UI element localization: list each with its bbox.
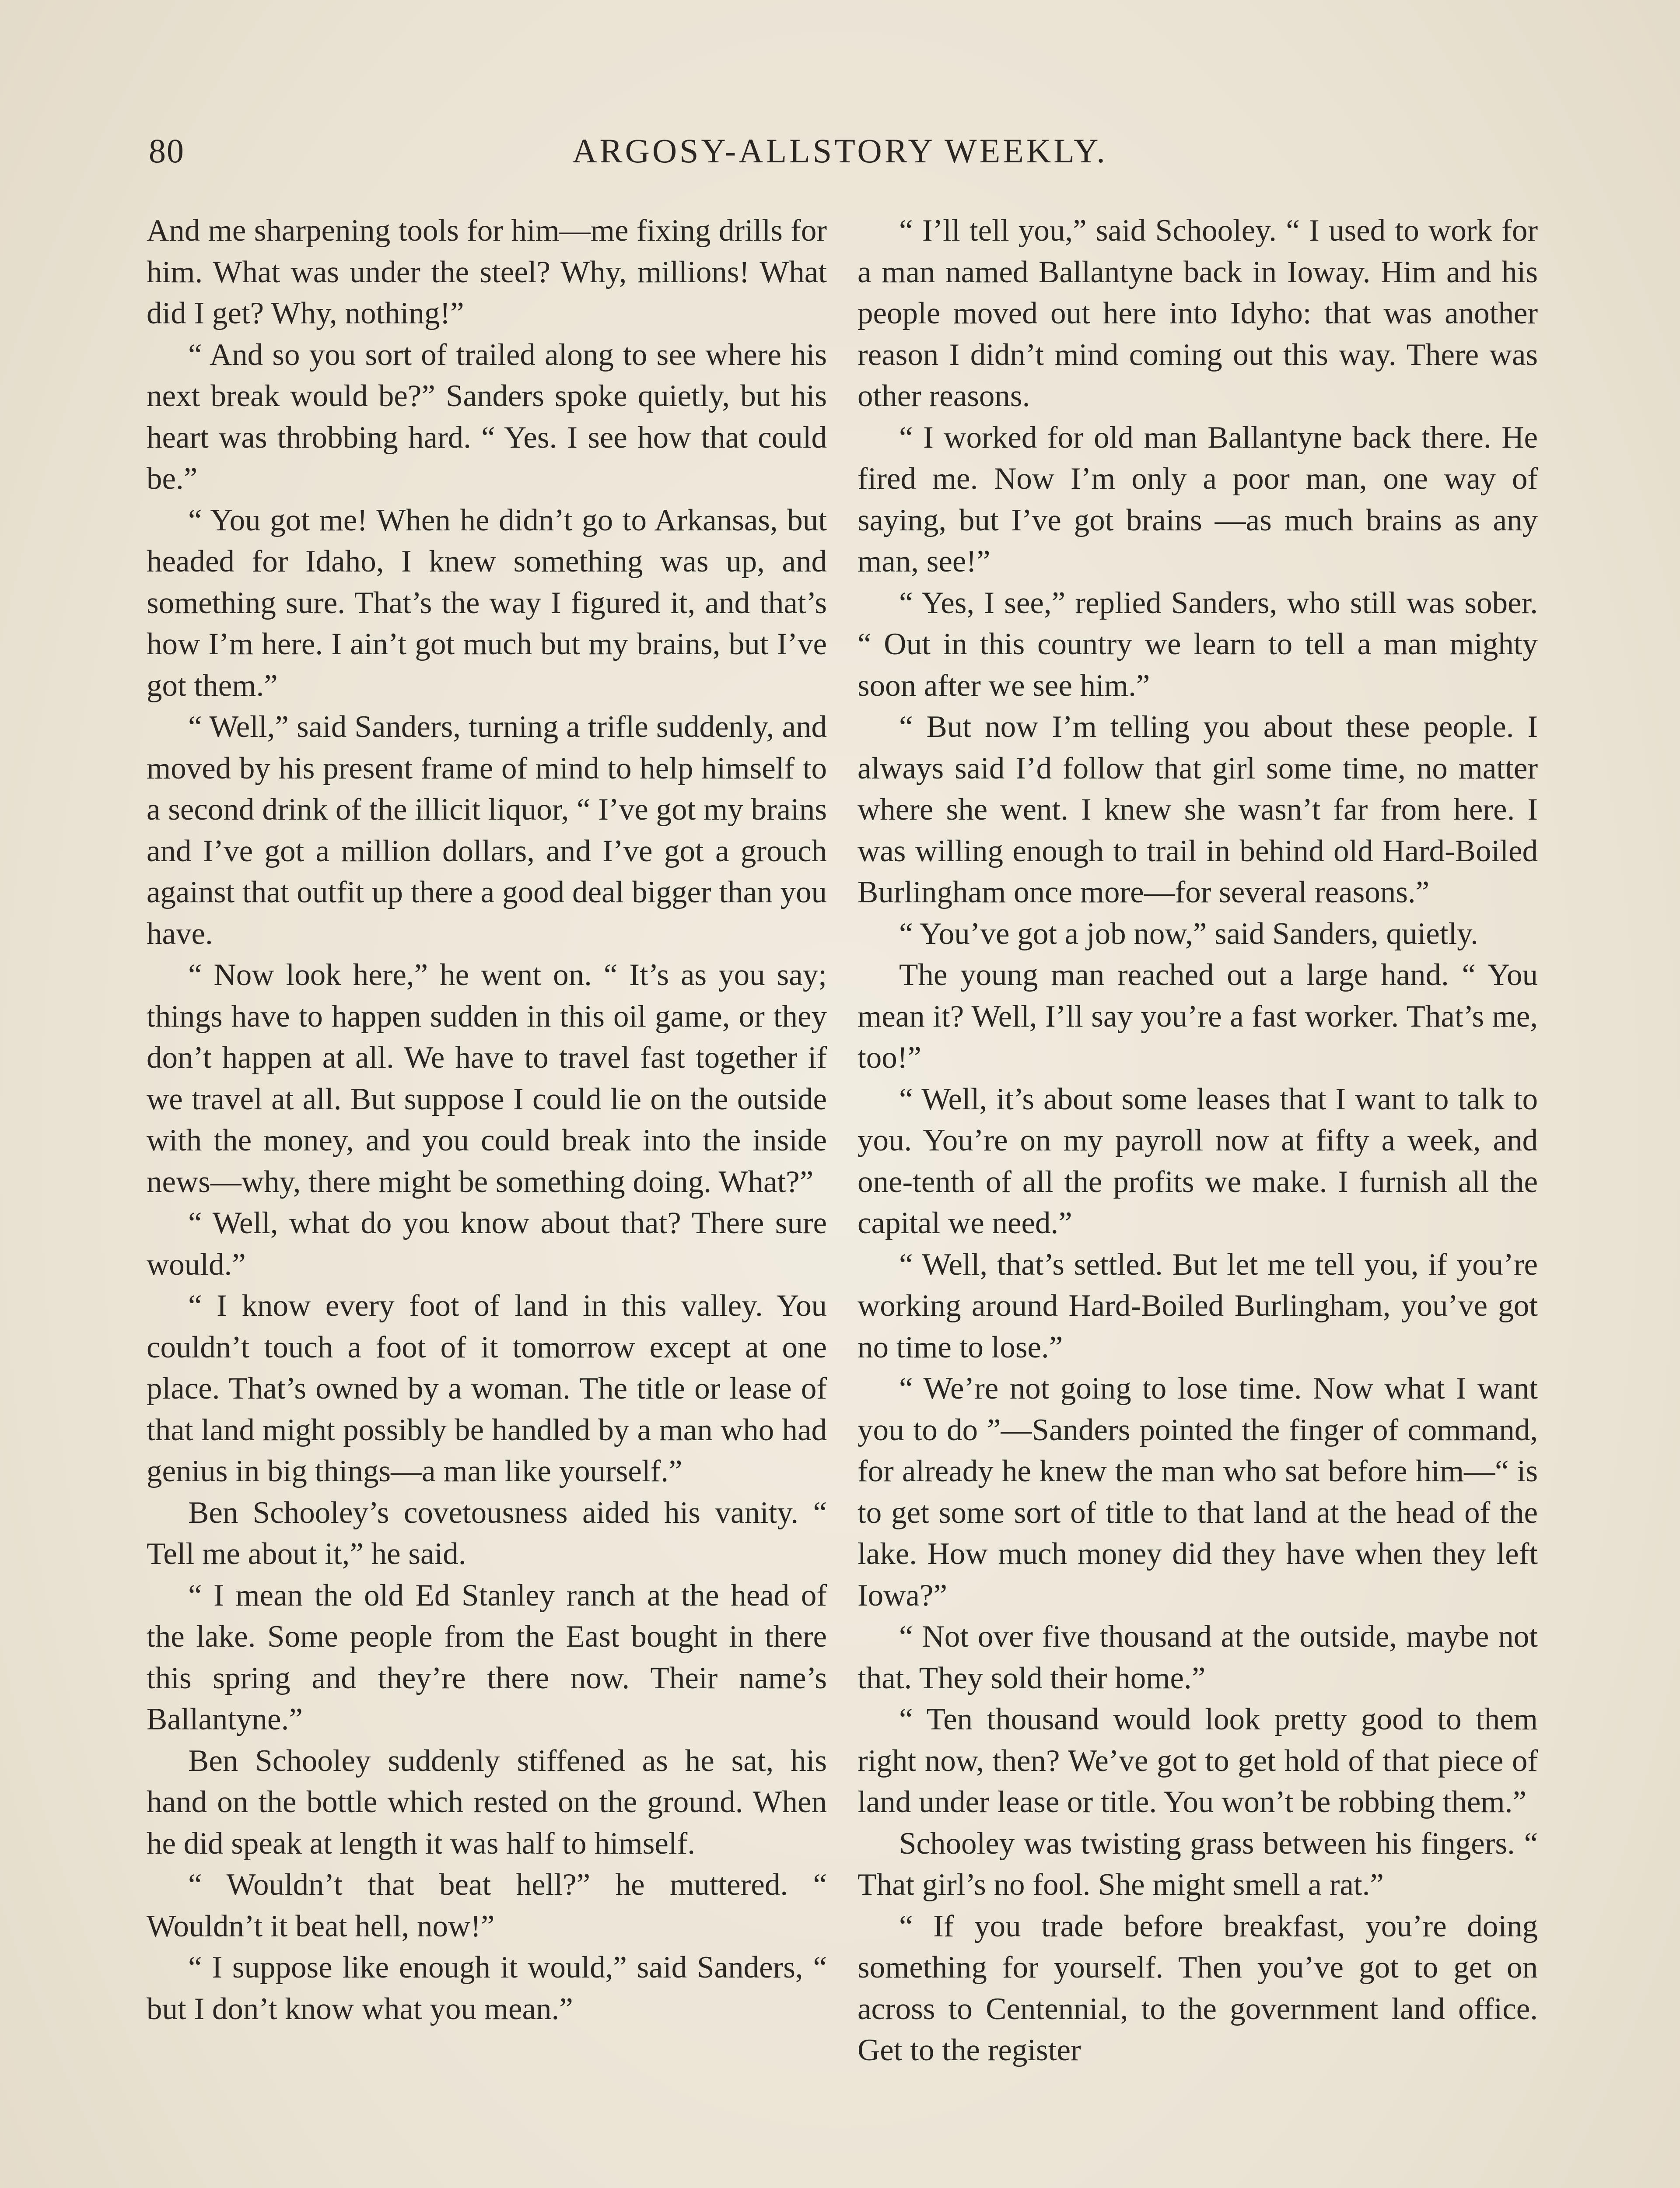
paragraph: “ And so you sort of trailed along to see where his next break would be?” Sanders spoke quietly, but his heart was throbbing hard. “ Yes. I see how that could be.” (147, 337, 827, 496)
paragraph: “ If you trade before breakfast, you’re doing something for yourself. Then you’ve got to get on across to Centennial, to the government land office. Get to the register (858, 1909, 1538, 2067)
paragraph: “ I worked for old man Ballantyne back there. He fired me. Now I’m only a poor man, one way of saying, but I’ve got brains —as much brains as any man, see!” (858, 420, 1538, 579)
left-column (147, 210, 827, 2030)
paragraph: And me sharpening tools for him—me fixing drills for him. What was under the steel? Why, millions! What did I get? Why, nothing!” (147, 214, 827, 330)
paragraph: “ Not over five thousand at the outside, maybe not that. They sold their home.” (858, 1620, 1538, 1695)
paragraph: “ Well,” said Sanders, turning a trifle suddenly, and moved by his present frame of mind to help himself to a second drink of the illicit liquor, “ I’ve got my brains and I’ve got a million dollars, and I’ve got a grouch against that outfit up there a good deal bigger than you have. (147, 710, 827, 951)
paragraph: “ I’ll tell you,” said Schooley. “ I used to work for a man named Ballantyne back in Ioway. Him and his people moved out here into Idyho: that was another reason I didn’t mind coming out this way. There was other reasons. (858, 214, 1538, 413)
paragraph: The young man reached out a large hand. “ You mean it? Well, I’ll say you’re a fast worker. That’s me, too!” (858, 958, 1538, 1075)
paragraph: “ I know every foot of land in this valley. You couldn’t touch a foot of it tomorrow except at one place. That’s owned by a woman. The title or lease of that land might possibly be handled by a man who had genius in big things—a man like yourself.” (147, 1289, 827, 1488)
paragraph: “ I mean the old Ed Stanley ranch at the head of the lake. Some people from the East bought in there this spring and they’re there now. Their name’s Ballantyne.” (147, 1578, 827, 1736)
paragraph: Ben Schooley’s covetousness aided his vanity. “ Tell me about it,” he said. (147, 1495, 827, 1571)
paragraph: “ Yes, I see,” replied Sanders, who still was sober. “ Out in this country we learn to tell a man mighty soon after we see him.” (858, 586, 1538, 703)
paragraph: “ Well, what do you know about that? There sure would.” (147, 1206, 827, 1282)
right-column (858, 210, 1538, 2071)
paragraph: “ You got me! When he didn’t go to Arkansas, but headed for Idaho, I knew something was up, and something sure. That’s the way I figured it, and that’s how I’m here. I ain’t got much but my brains, but I’ve got them.” (147, 503, 827, 703)
paragraph: “ Wouldn’t that beat hell?” he muttered. “ Wouldn’t it beat hell, now!” (147, 1868, 827, 1943)
paragraph: “ We’re not going to lose time. Now what I want you to do ”—Sanders pointed the finger of command, for already he knew the man who sat before him—“ is to get some sort of title to that land at the head of the lake. How much money did they have when they left Iowa?” (858, 1371, 1538, 1613)
page-header (144, 131, 1536, 179)
paragraph: “ Now look here,” he went on. “ It’s as you say; things have to happen sudden in this oil game, or they don’t happen at all. We have to travel fast together if we travel at all. But suppose I could lie on the outside with the money, and you could break into the inside news—why, there might be something doing. What?” (147, 958, 827, 1199)
paragraph: “ Ten thousand would look pretty good to them right now, then? We’ve got to get hold of that piece of land under lease or title. You won’t be robbing them.” (858, 1702, 1538, 1819)
running-head: ARGOSY-ALLSTORY WEEKLY. (572, 132, 1108, 170)
paragraph: “ Well, that’s settled. But let me tell you, if you’re working around Hard-Boiled Burlingham, you’ve got no time to lose.” (858, 1247, 1538, 1364)
paragraph: Ben Schooley suddenly stiffened as he sat, his hand on the bottle which rested on the ground. When he did speak at length it was half to himself. (147, 1743, 827, 1861)
paragraph: “ I suppose like enough it would,” said Sanders, “ but I don’t know what you mean.” (147, 1950, 827, 2026)
paragraph: “ Well, it’s about some leases that I want to talk to you. You’re on my payroll now at fifty a week, and one-tenth of all the profits we make. I furnish all the capital we need.” (858, 1082, 1538, 1240)
paragraph: “ You’ve got a job now,” said Sanders, quietly. (899, 916, 1478, 951)
paragraph: “ But now I’m telling you about these people. I always said I’d follow that girl some time, no matter where she went. I knew she wasn’t far from here. I was willing enough to trail in behind old Hard-Boiled Burlingham once more—for several reasons.” (858, 710, 1538, 909)
page-number: 80 (149, 132, 185, 170)
paragraph: Schooley was twisting grass between his fingers. “ That girl’s no fool. She might smell a rat.” (858, 1826, 1538, 1902)
